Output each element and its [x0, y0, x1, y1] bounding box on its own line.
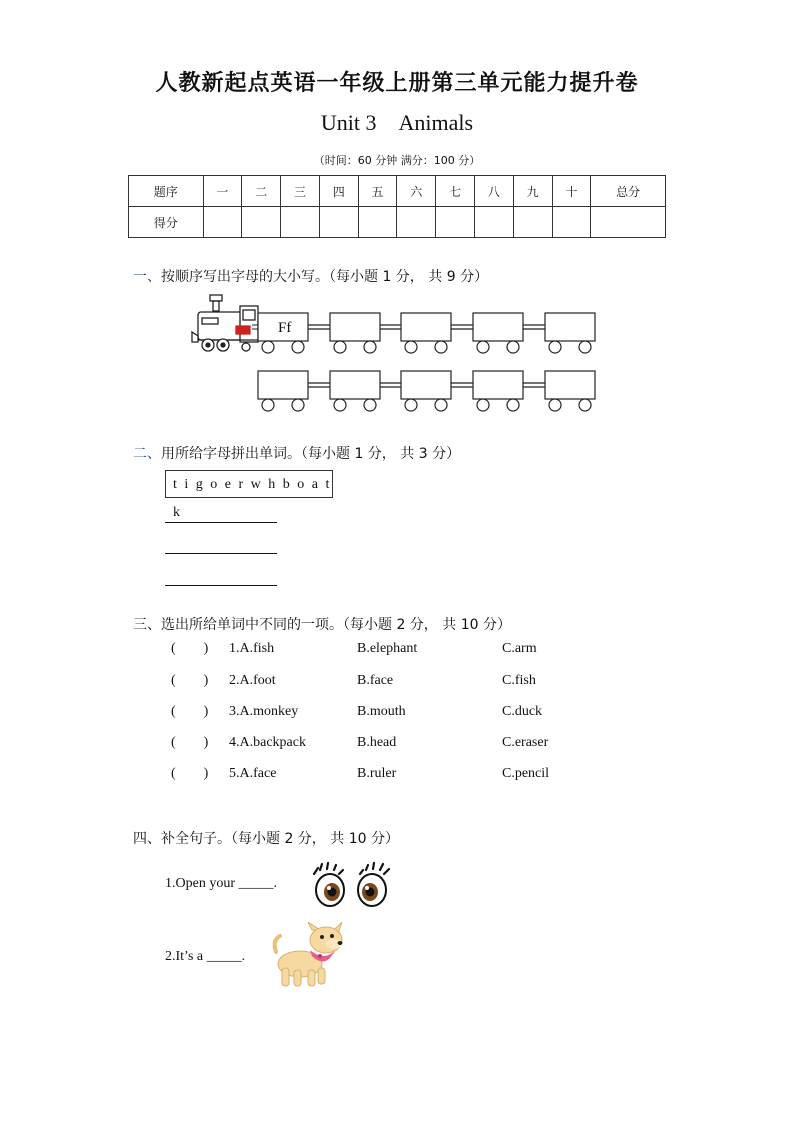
section-title: 补全句子。 [161, 831, 231, 847]
section-points: （每小题 1 分， 共 9 分） [329, 269, 489, 285]
letter-box: t i g o e r w h b o a t k [165, 470, 333, 498]
train-car-blank[interactable] [330, 313, 380, 341]
section-number: 一、 [133, 269, 161, 285]
option-c: C.pencil [502, 766, 550, 781]
answer-paren[interactable]: ( ) [171, 735, 209, 750]
table-cell: 得分 [129, 207, 204, 238]
train-car-blank[interactable] [473, 371, 523, 399]
section-number: 四、 [133, 831, 161, 847]
score-cell[interactable] [436, 207, 475, 238]
score-cell[interactable] [552, 207, 591, 238]
section-3-heading [133, 614, 511, 634]
answer-line[interactable] [165, 553, 277, 554]
option-a: 2.A.foot [229, 673, 276, 688]
table-cell: 一 [203, 176, 242, 207]
option-b: B.ruler [357, 766, 397, 781]
train-car-blank[interactable] [401, 371, 451, 399]
option-b: B.elephant [357, 641, 418, 656]
score-table-header-row [129, 176, 666, 207]
exam-meta: （时间：60 分钟 满分：100 分） [313, 154, 481, 167]
section-title: 选出所给单词中不同的一项。 [161, 617, 343, 633]
section-number: 二、 [133, 446, 161, 462]
option-a: 4.A.backpack [229, 735, 306, 750]
option-b: B.mouth [357, 704, 406, 719]
unit-subtitle [0, 110, 794, 136]
section-2-heading [133, 443, 460, 463]
score-table-score-row [129, 207, 666, 238]
locomotive-icon [192, 295, 258, 351]
section-title: 用所给字母拼出单词。 [161, 446, 301, 462]
table-cell: 七 [436, 176, 475, 207]
answer-line[interactable] [165, 585, 277, 586]
option-c: C.fish [502, 673, 536, 688]
train-car-blank[interactable] [401, 313, 451, 341]
score-cell[interactable] [591, 207, 666, 238]
table-cell: 九 [513, 176, 552, 207]
train-illustration [190, 292, 610, 417]
answer-paren[interactable]: ( ) [171, 641, 209, 656]
option-a: 3.A.monkey [229, 704, 299, 719]
train-car-blank[interactable] [473, 313, 523, 341]
score-cell[interactable] [475, 207, 514, 238]
answer-line[interactable] [165, 522, 277, 523]
dog-icon [270, 922, 354, 990]
table-cell: 题序 [129, 176, 204, 207]
section-number: 三、 [133, 617, 161, 633]
option-a: 1.A.fish [229, 641, 275, 656]
section-title: 按顺序写出字母的大小写。 [161, 269, 329, 285]
table-cell: 五 [358, 176, 397, 207]
train-car-blank[interactable] [545, 371, 595, 399]
sentence-2: 2.It’s a _____. [165, 949, 246, 964]
table-cell: 三 [281, 176, 320, 207]
score-cell[interactable] [513, 207, 552, 238]
score-cell[interactable] [203, 207, 242, 238]
score-cell[interactable] [281, 207, 320, 238]
answer-paren[interactable]: ( ) [171, 673, 209, 688]
table-cell: 十 [552, 176, 591, 207]
option-b: B.head [357, 735, 397, 750]
section-1-heading [133, 266, 488, 286]
option-c: C.eraser [502, 735, 549, 750]
train-car-blank[interactable] [258, 371, 308, 399]
page-title: 人教新起点英语一年级上册第三单元能力提升卷 [155, 71, 639, 96]
option-b: B.face [357, 673, 394, 688]
eyes-icon [308, 860, 394, 908]
score-cell[interactable] [358, 207, 397, 238]
train-car-blank[interactable] [545, 313, 595, 341]
train-car-label: Ff [278, 320, 292, 336]
table-cell: 四 [319, 176, 358, 207]
score-cell[interactable] [397, 207, 436, 238]
answer-paren[interactable]: ( ) [171, 766, 209, 781]
table-cell: 总分 [591, 176, 666, 207]
table-cell: 八 [475, 176, 514, 207]
option-c: C.arm [502, 641, 537, 656]
section-points: （每小题 1 分， 共 3 分） [301, 446, 461, 462]
table-cell: 六 [397, 176, 436, 207]
score-cell[interactable] [242, 207, 281, 238]
table-cell: 二 [242, 176, 281, 207]
train-car-blank[interactable] [330, 371, 380, 399]
option-c: C.duck [502, 704, 543, 719]
unit-name: Animals [398, 110, 474, 135]
section-4-heading [133, 828, 399, 848]
sentence-1: 1.Open your _____. [165, 876, 277, 891]
option-a: 5.A.face [229, 766, 277, 781]
score-cell[interactable] [319, 207, 358, 238]
answer-paren[interactable]: ( ) [171, 704, 209, 719]
unit-number: Unit 3 [320, 110, 377, 135]
section-points: （每小题 2 分， 共 10 分） [231, 831, 399, 847]
score-table [128, 175, 666, 238]
section-points: （每小题 2 分， 共 10 分） [343, 617, 511, 633]
